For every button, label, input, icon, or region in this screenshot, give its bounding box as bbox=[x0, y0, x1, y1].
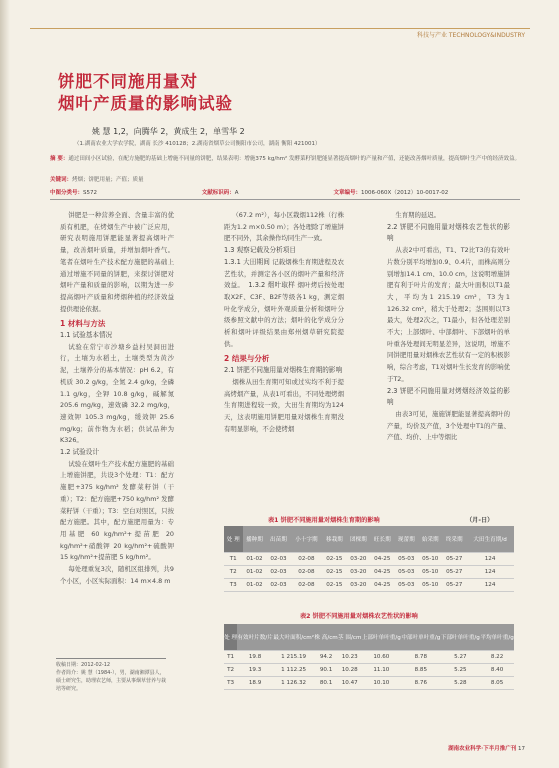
table-cell: 02-15 bbox=[322, 579, 346, 592]
table-1-header-row bbox=[224, 526, 514, 553]
table1-header-cell: 终采期 bbox=[442, 526, 466, 553]
paragraph-2-1: 烟株从田生育期可知或过实均不利于提高烤烟产量，从表1可看出，不同处理烤烟生育期进程较一致，大田生育期均为124天，这表明施用饼肥用量对烟株生育期没有明显影响，不会使烤烟 bbox=[224, 377, 344, 433]
table2-header-cell: 上部叶单叶重/g bbox=[362, 624, 402, 651]
table-cell: 10.60 bbox=[362, 651, 402, 664]
table-cell: 05-27 bbox=[442, 566, 466, 579]
table-2-header-row bbox=[224, 624, 514, 651]
table-1-unit: （月-日） bbox=[466, 517, 494, 524]
table1-header-cell: 播种期 bbox=[243, 526, 267, 553]
table-cell: 01-02 bbox=[243, 579, 267, 592]
table-cell: 8.22 bbox=[480, 651, 514, 664]
author-list: 姚 慧 1,2，向腾华 2，黄成生 2，单雪华 2 bbox=[92, 127, 245, 136]
paragraph-1-2-cont: （67.2 m²），每小区栽烟112株（行株距为1.2 m×0.50 m）；各处理除了增施饼肥不同外，其余操作均同生产一致。 bbox=[224, 211, 344, 243]
clc-value: S572 bbox=[83, 190, 98, 196]
table-cell: 02-08 bbox=[290, 566, 322, 579]
subsection-heading-1-3-1: 1.3.1 大田期间 bbox=[224, 257, 271, 266]
table2-header-cell: 平均单叶重/g bbox=[480, 624, 514, 651]
table-cell: 04-25 bbox=[370, 553, 394, 566]
header-rule bbox=[30, 28, 530, 29]
doc-code-label: 文献标识码： bbox=[201, 190, 235, 196]
table-cell: 8.76 bbox=[401, 677, 441, 690]
footnote bbox=[56, 658, 166, 693]
subsection-heading-1-3: 1.3 观察记载及分析项目 bbox=[224, 246, 296, 255]
article-title-line-2: 烟叶产质量的影响试验 bbox=[58, 94, 233, 113]
text-column-1 bbox=[60, 210, 174, 588]
section-heading-1: 1 材料与方法 bbox=[60, 319, 106, 329]
table-cell: 02-15 bbox=[322, 566, 346, 579]
table-cell: 04-25 bbox=[370, 566, 394, 579]
table-row bbox=[224, 553, 514, 566]
table1-header-cell: 现蕾期 bbox=[394, 526, 418, 553]
table-2 bbox=[224, 624, 514, 690]
author-bio: 作者简介：姚 慧（1984-），男，湖南湘潭县人，硕士研究生，助理农艺师，主要从事烟草营养与栽培等研究。 bbox=[56, 670, 167, 692]
table-cell: 10.23 bbox=[338, 651, 362, 664]
table-cell: 8.78 bbox=[401, 651, 441, 664]
article-title-line-1: 饼肥不同施用量对 bbox=[58, 72, 198, 91]
table-cell: 02-08 bbox=[290, 579, 322, 592]
section-heading-2: 2 结果与分析 bbox=[224, 354, 270, 364]
table2-header-cell: 最大叶面积/cm² bbox=[273, 624, 314, 651]
table1-header-cell: 出苗期 bbox=[266, 526, 290, 553]
table-cell: 10.28 bbox=[338, 664, 362, 677]
paragraph-1-2b: 每处理重复3次，随机区组排列，共9个小区，小区实际面积：14 m×4.8 m bbox=[60, 565, 174, 585]
table-cell: 01-02 bbox=[243, 566, 267, 579]
paragraph-2-1-cont: 生育期的延迟。 bbox=[395, 211, 441, 219]
table-cell: 02-15 bbox=[322, 553, 346, 566]
table-cell: 05-03 bbox=[394, 553, 418, 566]
table2-header-cell: 处 理 bbox=[224, 624, 237, 651]
table-cell: 8.85 bbox=[401, 664, 441, 677]
table-cell: 124 bbox=[466, 566, 514, 579]
table-cell: 124 bbox=[466, 553, 514, 566]
abstract-text: 通过田间小区试验，在配方施肥的基础上增施不同量的饼肥，结果表明：增施375 kg/hm² 发酵菜籽饼肥能显著提高烟叶的产量和产值，还能改善烟叶质量，提高烟叶生产中的经济效益。 bbox=[68, 156, 520, 162]
table-cell: 1 112.25 bbox=[273, 664, 314, 677]
keywords-label: 关键词： bbox=[50, 177, 73, 183]
table-cell: 02-03 bbox=[266, 566, 290, 579]
table-cell: 05-27 bbox=[442, 553, 466, 566]
subsection-heading-1-1: 1.1 试验基本情况 bbox=[60, 331, 113, 340]
table-cell: T1 bbox=[224, 651, 237, 664]
table-cell: 05-27 bbox=[442, 579, 466, 592]
text-column-2 bbox=[224, 210, 344, 435]
text-column-3 bbox=[387, 210, 510, 444]
subsection-heading-1-3-2: 1.3.2 烟叶取样 bbox=[248, 281, 296, 290]
table-1 bbox=[224, 526, 514, 592]
running-header: 科技与产业 TECHNOLOGY&INDUSTRY bbox=[416, 32, 525, 39]
page-number: 17 bbox=[518, 746, 525, 752]
table-cell: 05-03 bbox=[394, 566, 418, 579]
table-cell: 5.27 bbox=[441, 651, 481, 664]
table-2-caption: 表2 饼肥不同施用量对烟株农艺性状的影响 bbox=[300, 613, 418, 620]
table2-header-cell: 株 高/cm bbox=[314, 624, 338, 651]
table-cell: 94.2 bbox=[314, 651, 338, 664]
table-row bbox=[224, 579, 514, 592]
table-cell: 02-03 bbox=[266, 579, 290, 592]
keywords bbox=[50, 176, 520, 185]
table-cell: 05-10 bbox=[418, 566, 442, 579]
table-cell: 8.05 bbox=[480, 677, 514, 690]
subsection-heading-2-1: 2.1 饼肥不同施用量对烟株生育期的影响 bbox=[224, 366, 343, 375]
intro-paragraph: 饼肥是一种营养全面、含量丰富的优质有机肥，在烤烟生产中被广泛应用，研究表明施用饼肥能显著提高烟叶产量，改善烟叶质量，并增加烟叶香气。笔者在烟叶生产技术配方施肥的基础上通过增施不同量的饼肥，来探讨饼肥对烟叶产量和质量的影响，以期为进一步提高烟叶产质量和烤烟种植的经济效益提供理论依据。 bbox=[60, 211, 174, 313]
subsection-heading-2-2: 2.2 饼肥不同施用量对烟株农艺性状的影响 bbox=[387, 222, 510, 243]
table1-header-cell: 始采期 bbox=[418, 526, 442, 553]
table-cell: 10.47 bbox=[338, 677, 362, 690]
table-cell: 03-20 bbox=[346, 579, 370, 592]
table2-header-cell: 茎 围/cm bbox=[338, 624, 362, 651]
table1-header-cell: 小十字期 bbox=[290, 526, 322, 553]
table-cell: 05-03 bbox=[394, 579, 418, 592]
table2-header-cell: 有效叶片数/片 bbox=[237, 624, 273, 651]
table2-header-cell: 下部叶单叶重/g bbox=[441, 624, 481, 651]
table-cell: 11.10 bbox=[362, 664, 402, 677]
table-cell: 1 126.32 bbox=[273, 677, 314, 690]
article-number-label: 文章编号： bbox=[333, 190, 362, 196]
paragraph-1-3-1: 记载烟株生育期进程及农艺性状，并测定各小区的烟叶产量和经济效益。 bbox=[224, 257, 345, 290]
table-cell: 18.9 bbox=[237, 677, 273, 690]
paragraph-2-3: 由表3可见，施施饼肥能显著提高烟叶的产量，均价及产值，3个处理中T1的产量、产值、均价、上中等烟比 bbox=[387, 409, 510, 442]
table-cell: 03-20 bbox=[346, 553, 370, 566]
table-cell: 90.1 bbox=[314, 664, 338, 677]
table-row bbox=[224, 677, 514, 690]
table-row bbox=[224, 651, 514, 664]
abstract-label: 摘 要： bbox=[50, 156, 69, 162]
keywords-text: 烤烟；饼肥用量；产值；质量 bbox=[72, 177, 144, 183]
affiliation: （1.湖南农业大学农学院，湖南 长沙 410128；2.湖南省烟草公司衡阳市公司，湖南 衡阳 421001） bbox=[74, 141, 321, 147]
paragraph-2-2: 从表2中可看出，T1、T2比T3的有效叶片数分别平均增加0.9、0.4片，而株高则分别增加14.1 cm、10.0 cm，这说明增施饼肥有利于叶片的发育；最大叶面积以T1最大，平均为1 215.19 cm²，T3为1 126.32 cm²，稍大于处理2；茎围则以T3最大，处理2次之，T1最小，但各处理差别不大；上部烟叶、中部烟叶、下部烟叶的单叶重各处理间无明显差异，这说明，增施不同饼肥用量对烟株农艺性状有一定的积极影响，综合考虑，T1对烟叶生长发育的影响优于T2。 bbox=[387, 246, 510, 383]
table1-header-cell: 处 理 bbox=[224, 526, 243, 553]
paragraph-1-3-2: 烟叶烤后按处理取X2F、C3F、B2F等级各1 kg，测定烟叶化学成分，烟叶外观质量分析和烟叶分级参照文献中的方法；烟叶的化学成分分析和烟叶评级结果由郑州烟草研究院提供。 bbox=[224, 281, 344, 348]
doc-code-value: A bbox=[234, 190, 239, 196]
table-cell: 124 bbox=[466, 579, 514, 592]
table-cell: 5.28 bbox=[441, 677, 481, 690]
meta-divider bbox=[50, 199, 520, 200]
received-date: 收稿日期：2012-02-12 bbox=[56, 662, 111, 668]
table-cell: 02-03 bbox=[266, 553, 290, 566]
table-cell: 02-08 bbox=[290, 553, 322, 566]
table-cell: 1 215.19 bbox=[273, 651, 314, 664]
table-cell: T2 bbox=[224, 664, 237, 677]
table2-header-cell: 中部叶单叶重/g bbox=[401, 624, 441, 651]
table-cell: 05-10 bbox=[418, 553, 442, 566]
table-row bbox=[224, 566, 514, 579]
table-cell: T3 bbox=[224, 677, 237, 690]
paragraph-1-2: 试验在烟叶生产技术配方施肥的基础上增施饼肥，共设3个处理：T1：配方施肥+375 kg/hm² 发酵菜籽饼（干重）；T2：配方施肥+750 kg/hm² 发酵菜籽饼（干重）；T3：空白对照区，只按配方施肥。其中，配方施肥用量为：专用基肥 60 kg/hm²+提苗肥 20 kg/hm²+硝酸钾 20 kg/hm²+硫酸钾 15 kg/hm²+提苗肥 5 kg/hm²。 bbox=[60, 459, 174, 562]
table-cell: 5.25 bbox=[441, 664, 481, 677]
subsection-heading-2-3: 2.3 饼肥不同施用量对烤烟经济效益的影响 bbox=[387, 386, 510, 407]
paragraph-1-1: 试验在常宁市沙塘乡益村吴洞田进行，土壤为水稻土，土壤类型为黄沙泥，土壤养分的基本情况：pH 6.2，有机质 30.2 g/kg，全氮 2.4 g/kg，全磷 1.1 g/kg，全钾 10.8 g/kg，碱解氮 205.6 mg/kg，速效磷 32.2 mg/kg，速效钾 105.3 mg/kg，缓效钾 25.6 mg/kg；前作物为水稻；供试品种为K326。 bbox=[60, 342, 174, 445]
table1-header-cell: 移栽期 bbox=[322, 526, 346, 553]
table-cell: 01-02 bbox=[243, 553, 267, 566]
table1-header-cell: 大田生育期/d bbox=[466, 526, 514, 553]
clc-label: 中图分类号： bbox=[50, 190, 84, 196]
table-cell: 05-10 bbox=[418, 579, 442, 592]
table-cell: 19.3 bbox=[237, 664, 273, 677]
article-number-value: 1006-060X（2012）10-0017-02 bbox=[361, 190, 449, 196]
table1-header-cell: 团棵期 bbox=[346, 526, 370, 553]
page-footer bbox=[448, 744, 525, 752]
table1-header-cell: 旺长期 bbox=[370, 526, 394, 553]
table-cell: T1 bbox=[224, 553, 243, 566]
journal-name: 湖南农业科学·下半月推广刊 bbox=[448, 746, 517, 752]
table-cell: T2 bbox=[224, 566, 243, 579]
table-cell: 04-25 bbox=[370, 579, 394, 592]
table-cell: 03-20 bbox=[346, 566, 370, 579]
page-gutter-shadow bbox=[0, 0, 10, 768]
classification-line bbox=[50, 188, 520, 196]
table-cell: T3 bbox=[224, 579, 243, 592]
table-cell: 8.40 bbox=[480, 664, 514, 677]
table-cell: 10.10 bbox=[362, 677, 402, 690]
abstract bbox=[50, 155, 520, 164]
table-cell: 80.1 bbox=[314, 677, 338, 690]
table-cell: 19.8 bbox=[237, 651, 273, 664]
table-1-caption: 表1 饼肥不同施用量对烟株生育期的影响 bbox=[268, 517, 380, 524]
subsection-heading-1-2: 1.2 试验设计 bbox=[60, 448, 99, 457]
table-row bbox=[224, 664, 514, 677]
